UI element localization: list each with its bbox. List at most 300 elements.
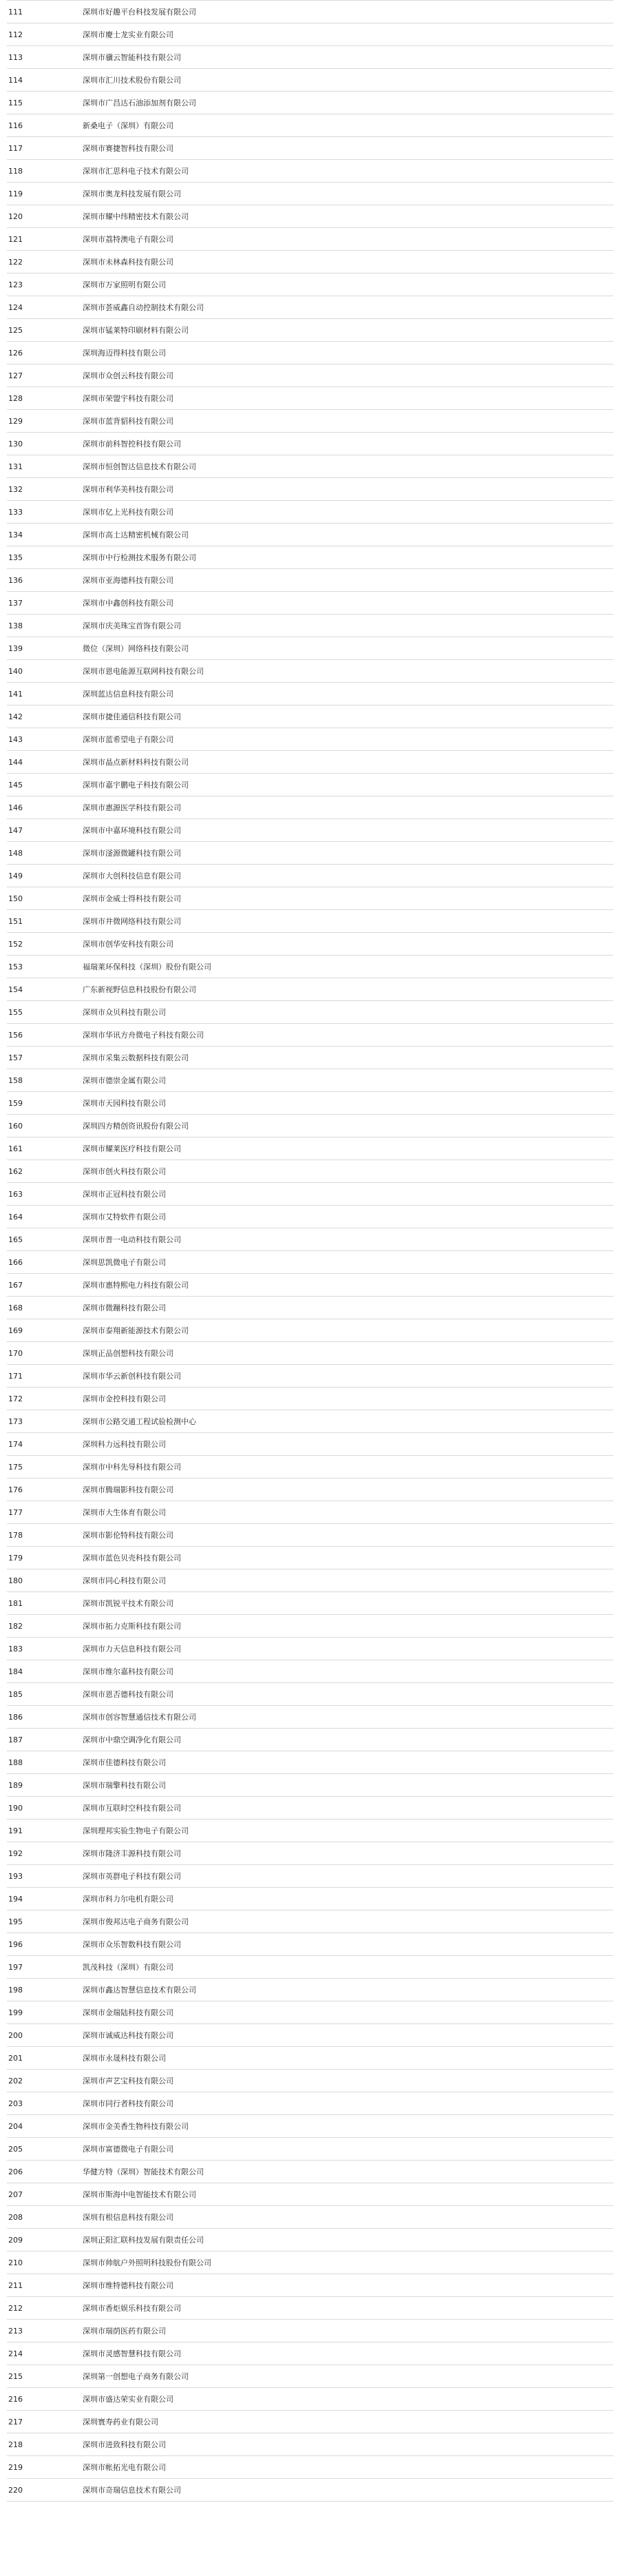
table-row — [7, 1251, 613, 1274]
table-row — [7, 910, 613, 933]
company-name: 深圳市万家照明有限公司 — [83, 274, 613, 296]
company-name: 深圳市荔特澳电子有限公司 — [83, 228, 613, 251]
table-row — [7, 1820, 613, 1842]
row-number: 146 — [7, 796, 83, 819]
table-row — [7, 296, 613, 319]
company-name: 深圳市维尔嘉科技有限公司 — [83, 1660, 613, 1683]
row-number: 112 — [7, 23, 83, 46]
row-number: 132 — [7, 478, 83, 501]
row-number: 130 — [7, 433, 83, 455]
table-row — [7, 23, 613, 46]
table-row — [7, 1615, 613, 1638]
table-row — [7, 2411, 613, 2433]
row-number: 213 — [7, 2320, 83, 2342]
table-row — [7, 2024, 613, 2047]
company-name: 深圳市骥云智能科技有限公司 — [83, 46, 613, 69]
table-row — [7, 183, 613, 205]
row-number: 172 — [7, 1388, 83, 1410]
row-number: 189 — [7, 1774, 83, 1797]
table-row — [7, 160, 613, 183]
row-number: 114 — [7, 69, 83, 92]
table-row — [7, 956, 613, 978]
table-row — [7, 69, 613, 92]
row-number: 178 — [7, 1524, 83, 1547]
company-name: 深圳市中科先导科技有限公司 — [83, 1456, 613, 1478]
row-number: 188 — [7, 1751, 83, 1774]
company-name: 深圳市斯海中电智能技术有限公司 — [83, 2183, 613, 2206]
table-row — [7, 1206, 613, 1228]
row-number: 217 — [7, 2411, 83, 2433]
company-name: 深圳蓝达信息科技有限公司 — [83, 683, 613, 705]
company-name: 深圳市荣盟宇科技有限公司 — [83, 387, 613, 410]
company-name: 深圳寰寿药业有限公司 — [83, 2411, 613, 2433]
table-row — [7, 887, 613, 910]
company-name: 深圳海迈得科技有限公司 — [83, 342, 613, 364]
table-row — [7, 978, 613, 1001]
table-row — [7, 501, 613, 524]
company-name: 深圳市金瑞陆科技有限公司 — [83, 2001, 613, 2024]
table-row — [7, 342, 613, 364]
row-number: 159 — [7, 1092, 83, 1115]
company-name: 深圳市公路交通工程试验检测中心 — [83, 1410, 613, 1433]
row-number: 140 — [7, 660, 83, 683]
company-name: 深圳正阳汇联科技发展有限责任公司 — [83, 2229, 613, 2252]
row-number: 119 — [7, 183, 83, 205]
row-number: 115 — [7, 92, 83, 114]
company-name: 深圳市耀莱医疗科技有限公司 — [83, 1137, 613, 1160]
table-row — [7, 1365, 613, 1388]
table-row — [7, 2047, 613, 2070]
row-number: 204 — [7, 2115, 83, 2138]
company-name: 深圳市凯锐平技术有限公司 — [83, 1592, 613, 1615]
row-number: 125 — [7, 319, 83, 342]
table-row — [7, 683, 613, 705]
row-number: 198 — [7, 1979, 83, 2001]
table-row — [7, 1, 613, 23]
table-row — [7, 2070, 613, 2092]
table-row — [7, 660, 613, 683]
company-name: 深圳市恒创智达信息技术有限公司 — [83, 455, 613, 478]
table-row — [7, 1842, 613, 1865]
table-row — [7, 1592, 613, 1615]
table-row — [7, 592, 613, 615]
company-name: 深圳理邦实验生物电子有限公司 — [83, 1820, 613, 1842]
row-number: 208 — [7, 2206, 83, 2229]
row-number: 197 — [7, 1956, 83, 1979]
row-number: 139 — [7, 637, 83, 660]
table-row — [7, 2320, 613, 2342]
table-row — [7, 1638, 613, 1660]
company-name: 深圳市同行者科技有限公司 — [83, 2092, 613, 2115]
row-number: 220 — [7, 2479, 83, 2502]
company-name: 深圳市进致科技有限公司 — [83, 2433, 613, 2456]
table-row — [7, 1410, 613, 1433]
company-name: 深圳市影伦特科技有限公司 — [83, 1524, 613, 1547]
table-row — [7, 705, 613, 728]
company-name: 深圳市中鑫创科技有限公司 — [83, 592, 613, 615]
row-number: 121 — [7, 228, 83, 251]
table-row — [7, 1569, 613, 1592]
table-row — [7, 114, 613, 137]
table-row — [7, 410, 613, 433]
table-row — [7, 2365, 613, 2388]
company-name: 福瑞莱环保科技（深圳）股份有限公司 — [83, 956, 613, 978]
table-row — [7, 2297, 613, 2320]
company-name: 深圳市力天信息科技有限公司 — [83, 1638, 613, 1660]
company-name: 深圳市金美香生物科技有限公司 — [83, 2115, 613, 2138]
company-name: 新桑电子（深圳）有限公司 — [83, 114, 613, 137]
company-name: 深圳市泰翔新能源技术有限公司 — [83, 1319, 613, 1342]
company-name: 深圳正品创想科技有限公司 — [83, 1342, 613, 1365]
row-number: 134 — [7, 524, 83, 546]
company-name: 深圳市帐拓光电有限公司 — [83, 2456, 613, 2479]
table-row — [7, 637, 613, 660]
row-number: 158 — [7, 1069, 83, 1092]
company-name: 深圳市众乐智数科技有限公司 — [83, 1933, 613, 1956]
company-name: 深圳市中行检测技术服务有限公司 — [83, 546, 613, 569]
row-number: 186 — [7, 1706, 83, 1729]
row-number: 113 — [7, 46, 83, 69]
row-number: 116 — [7, 114, 83, 137]
row-number: 156 — [7, 1024, 83, 1047]
company-name: 深圳市天园科技有限公司 — [83, 1092, 613, 1115]
company-name: 深圳市高士达精密机械有限公司 — [83, 524, 613, 546]
company-name: 深圳市永晟科技有限公司 — [83, 2047, 613, 2070]
table-row — [7, 433, 613, 455]
company-name: 深圳市创容智慧通信技术有限公司 — [83, 1706, 613, 1729]
company-name: 深圳市惠源医学科技有限公司 — [83, 796, 613, 819]
table-row — [7, 2388, 613, 2411]
company-name: 深圳市声艺宝科技有限公司 — [83, 2070, 613, 2092]
row-number: 174 — [7, 1433, 83, 1456]
row-number: 150 — [7, 887, 83, 910]
company-name: 深圳市灵感智慧科技有限公司 — [83, 2342, 613, 2365]
table-row — [7, 1433, 613, 1456]
company-name: 深圳市奥龙科技发展有限公司 — [83, 183, 613, 205]
company-name: 深圳市奇瑞信息技术有限公司 — [83, 2479, 613, 2502]
company-name: 深圳市英群电子科技有限公司 — [83, 1865, 613, 1888]
table-row — [7, 933, 613, 956]
table-row — [7, 2479, 613, 2502]
company-name: 深圳市汇思科电子技术有限公司 — [83, 160, 613, 183]
company-name: 深圳四方精创资讯股份有限公司 — [83, 1115, 613, 1137]
company-name: 深圳市大创科技信息有限公司 — [83, 865, 613, 887]
company-name: 深圳市亿上光科技有限公司 — [83, 501, 613, 524]
company-list-body — [7, 1, 613, 2502]
table-row — [7, 1115, 613, 1137]
row-number: 195 — [7, 1910, 83, 1933]
row-number: 161 — [7, 1137, 83, 1160]
table-row — [7, 2138, 613, 2161]
table-row — [7, 751, 613, 774]
company-name: 深圳市慶士龙实业有限公司 — [83, 23, 613, 46]
company-name: 深圳市蓝希望电子有限公司 — [83, 728, 613, 751]
row-number: 111 — [7, 1, 83, 23]
table-row — [7, 1547, 613, 1569]
company-name: 深圳市嘉宇鹏电子科技有限公司 — [83, 774, 613, 796]
row-number: 207 — [7, 2183, 83, 2206]
row-number: 167 — [7, 1274, 83, 1297]
company-name: 深圳市拓力克斯科技有限公司 — [83, 1615, 613, 1638]
company-name: 深圳市中鼎空调净化有限公司 — [83, 1729, 613, 1751]
company-name: 深圳市锰莱特印刷材料有限公司 — [83, 319, 613, 342]
company-name: 深圳市鑫达智慧信息技术有限公司 — [83, 1979, 613, 2001]
row-number: 173 — [7, 1410, 83, 1433]
company-name: 深圳市德崇金属有限公司 — [83, 1069, 613, 1092]
table-row — [7, 2252, 613, 2274]
table-row — [7, 1865, 613, 1888]
table-row — [7, 387, 613, 410]
table-row — [7, 2001, 613, 2024]
row-number: 141 — [7, 683, 83, 705]
row-number: 123 — [7, 274, 83, 296]
company-name: 深圳市隆济丰源科技有限公司 — [83, 1842, 613, 1865]
table-row — [7, 1388, 613, 1410]
company-name: 深圳市中嘉环境科技有限公司 — [83, 819, 613, 842]
company-name: 深圳市井微网络科技有限公司 — [83, 910, 613, 933]
table-row — [7, 274, 613, 296]
table-row — [7, 2161, 613, 2183]
table-row — [7, 524, 613, 546]
table-row — [7, 251, 613, 274]
row-number: 196 — [7, 1933, 83, 1956]
company-name: 深圳市惠特熙电力科技有限公司 — [83, 1274, 613, 1297]
row-number: 142 — [7, 705, 83, 728]
row-number: 129 — [7, 410, 83, 433]
company-name: 深圳市滏源微罐科技有限公司 — [83, 842, 613, 865]
table-row — [7, 2274, 613, 2297]
row-number: 138 — [7, 615, 83, 637]
company-name: 深圳市华云新创科技有限公司 — [83, 1365, 613, 1388]
table-row — [7, 228, 613, 251]
row-number: 147 — [7, 819, 83, 842]
row-number: 143 — [7, 728, 83, 751]
row-number: 209 — [7, 2229, 83, 2252]
company-name: 深圳市耀中纬精密技术有限公司 — [83, 205, 613, 228]
row-number: 118 — [7, 160, 83, 183]
table-row — [7, 1888, 613, 1910]
table-row — [7, 1047, 613, 1069]
company-name: 深圳市大生体育有限公司 — [83, 1501, 613, 1524]
row-number: 183 — [7, 1638, 83, 1660]
row-number: 149 — [7, 865, 83, 887]
row-number: 187 — [7, 1729, 83, 1751]
row-number: 169 — [7, 1319, 83, 1342]
row-number: 176 — [7, 1478, 83, 1501]
table-row — [7, 2115, 613, 2138]
row-number: 136 — [7, 569, 83, 592]
table-row — [7, 455, 613, 478]
row-number: 137 — [7, 592, 83, 615]
table-row — [7, 478, 613, 501]
company-name: 深圳市庆美珠宝首饰有限公司 — [83, 615, 613, 637]
row-number: 171 — [7, 1365, 83, 1388]
row-number: 131 — [7, 455, 83, 478]
table-row — [7, 1683, 613, 1706]
company-name: 深圳市未林森科技有限公司 — [83, 251, 613, 274]
company-name: 深圳市诚威达科技有限公司 — [83, 2024, 613, 2047]
row-number: 193 — [7, 1865, 83, 1888]
table-row — [7, 1228, 613, 1251]
company-name: 深圳市华讯方舟微电子科技有限公司 — [83, 1024, 613, 1047]
row-number: 211 — [7, 2274, 83, 2297]
row-number: 181 — [7, 1592, 83, 1615]
company-name: 深圳市晶点新材料科技有限公司 — [83, 751, 613, 774]
row-number: 212 — [7, 2297, 83, 2320]
company-name: 深圳市普一电动科技有限公司 — [83, 1228, 613, 1251]
row-number: 180 — [7, 1569, 83, 1592]
table-row — [7, 819, 613, 842]
row-number: 135 — [7, 546, 83, 569]
company-name: 深圳市俊邦达电子商务有限公司 — [83, 1910, 613, 1933]
row-number: 185 — [7, 1683, 83, 1706]
row-number: 205 — [7, 2138, 83, 2161]
company-name: 深圳市好趣平台科技发展有限公司 — [83, 1, 613, 23]
table-row — [7, 1160, 613, 1183]
table-row — [7, 1797, 613, 1820]
table-row — [7, 46, 613, 69]
company-name: 深圳市荟威鑫自动控制技术有限公司 — [83, 296, 613, 319]
company-name: 深圳市瑞擎科技有限公司 — [83, 1774, 613, 1797]
table-row — [7, 364, 613, 387]
company-name: 深圳市盛达荣实业有限公司 — [83, 2388, 613, 2411]
row-number: 148 — [7, 842, 83, 865]
table-row — [7, 796, 613, 819]
company-name: 深圳市汇川技术股份有限公司 — [83, 69, 613, 92]
table-row — [7, 1137, 613, 1160]
company-name: 深圳市微蹦科技有限公司 — [83, 1297, 613, 1319]
row-number: 120 — [7, 205, 83, 228]
table-row — [7, 1024, 613, 1047]
row-number: 153 — [7, 956, 83, 978]
row-number: 215 — [7, 2365, 83, 2388]
row-number: 203 — [7, 2092, 83, 2115]
table-row — [7, 2342, 613, 2365]
row-number: 201 — [7, 2047, 83, 2070]
row-number: 160 — [7, 1115, 83, 1137]
company-name: 深圳市赛捷智科技有限公司 — [83, 137, 613, 160]
table-row — [7, 1069, 613, 1092]
row-number: 144 — [7, 751, 83, 774]
company-name: 深圳市同心科技有限公司 — [83, 1569, 613, 1592]
company-name: 华健方特（深圳）智能技术有限公司 — [83, 2161, 613, 2183]
row-number: 154 — [7, 978, 83, 1001]
table-row — [7, 728, 613, 751]
company-name: 深圳第一创想电子商务有限公司 — [83, 2365, 613, 2388]
row-number: 214 — [7, 2342, 83, 2365]
company-name: 深圳市前科智控科技有限公司 — [83, 433, 613, 455]
company-name: 深圳市广昌达石油添加剂有限公司 — [83, 92, 613, 114]
row-number: 163 — [7, 1183, 83, 1206]
table-row — [7, 1751, 613, 1774]
table-row — [7, 1001, 613, 1024]
company-name: 深圳市恩否德科技有限公司 — [83, 1683, 613, 1706]
table-row — [7, 569, 613, 592]
company-name: 深圳市众创云科技有限公司 — [83, 364, 613, 387]
table-row — [7, 1979, 613, 2001]
company-name: 微位（深圳）网络科技有限公司 — [83, 637, 613, 660]
row-number: 126 — [7, 342, 83, 364]
row-number: 155 — [7, 1001, 83, 1024]
table-row — [7, 2092, 613, 2115]
table-row — [7, 1774, 613, 1797]
table-row — [7, 1956, 613, 1979]
row-number: 127 — [7, 364, 83, 387]
company-name: 深圳市利华美科技有限公司 — [83, 478, 613, 501]
table-row — [7, 1660, 613, 1683]
company-name: 深圳市金控科技有限公司 — [83, 1388, 613, 1410]
table-row — [7, 546, 613, 569]
row-number: 175 — [7, 1456, 83, 1478]
row-number: 192 — [7, 1842, 83, 1865]
table-row — [7, 615, 613, 637]
table-row — [7, 1729, 613, 1751]
row-number: 122 — [7, 251, 83, 274]
company-name: 深圳市香炬娱乐科技有限公司 — [83, 2297, 613, 2320]
table-row — [7, 2433, 613, 2456]
company-name: 深圳市科力尔电机有限公司 — [83, 1888, 613, 1910]
table-row — [7, 2229, 613, 2252]
row-number: 124 — [7, 296, 83, 319]
company-name: 深圳市蓝背貂科技有限公司 — [83, 410, 613, 433]
company-name: 深圳市创火科技有限公司 — [83, 1160, 613, 1183]
row-number: 157 — [7, 1047, 83, 1069]
company-name: 深圳市金威士得科技有限公司 — [83, 887, 613, 910]
company-name: 深圳市亚海德科技有限公司 — [83, 569, 613, 592]
row-number: 184 — [7, 1660, 83, 1683]
company-name: 深圳市艾特软件有限公司 — [83, 1206, 613, 1228]
company-name: 深圳市蓝色贝壳科技有限公司 — [83, 1547, 613, 1569]
company-name: 凯茂科技（深圳）有限公司 — [83, 1956, 613, 1979]
row-number: 133 — [7, 501, 83, 524]
table-row — [7, 1910, 613, 1933]
company-name: 深圳市腾瑞影科技有限公司 — [83, 1478, 613, 1501]
row-number: 145 — [7, 774, 83, 796]
row-number: 128 — [7, 387, 83, 410]
table-row — [7, 1501, 613, 1524]
table-row — [7, 865, 613, 887]
row-number: 179 — [7, 1547, 83, 1569]
row-number: 168 — [7, 1297, 83, 1319]
table-row — [7, 2456, 613, 2479]
company-name: 深圳市瑞荫医药有限公司 — [83, 2320, 613, 2342]
table-row — [7, 2206, 613, 2229]
table-row — [7, 1524, 613, 1547]
row-number: 218 — [7, 2433, 83, 2456]
row-number: 206 — [7, 2161, 83, 2183]
table-row — [7, 92, 613, 114]
company-name: 深圳有根信息科技有限公司 — [83, 2206, 613, 2229]
table-row — [7, 2183, 613, 2206]
table-row — [7, 1706, 613, 1729]
company-name: 深圳市维特德科技有限公司 — [83, 2274, 613, 2297]
row-number: 199 — [7, 2001, 83, 2024]
row-number: 117 — [7, 137, 83, 160]
table-row — [7, 1342, 613, 1365]
table-row — [7, 1456, 613, 1478]
row-number: 200 — [7, 2024, 83, 2047]
company-name: 深圳市正冠科技有限公司 — [83, 1183, 613, 1206]
row-number: 194 — [7, 1888, 83, 1910]
company-name: 深圳市捷佳通信科技有限公司 — [83, 705, 613, 728]
table-row — [7, 1092, 613, 1115]
company-name: 深圳科力远科技有限公司 — [83, 1433, 613, 1456]
row-number: 177 — [7, 1501, 83, 1524]
table-row — [7, 319, 613, 342]
row-number: 164 — [7, 1206, 83, 1228]
table-row — [7, 137, 613, 160]
row-number: 191 — [7, 1820, 83, 1842]
